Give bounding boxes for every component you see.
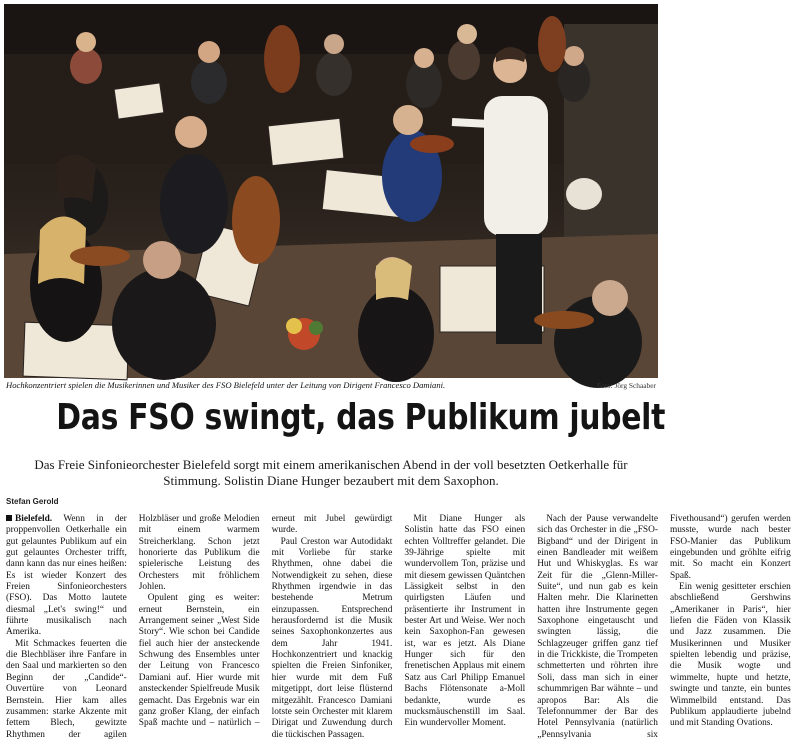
headline: Das FSO swingt, das Publikum jubelt xyxy=(56,397,666,438)
article-paragraph: Nach der Pause verwandelte sich das Orchester in die „FSO-Bigband“ und der Dirigent in einen Bandleader mit weißem Hut und Whiskyglas. Es war Zeit für die „Glenn-Miller-Suite“, und nun gab es kein Halten mehr. Die Klarinetten hatten ihre Instrumente gegen Saxophone eingetauscht und swingten lässig, die Schlagzeuger griffen ganz tief in die Trickkiste, die Trompeten schmetterten und röhrten ihre Soli, dass man sich in einer schummrigen Bar wähnte – und apropos Bar: Als die Telefonnummer der Bar des Hotel Pennsylvania (natürlich „Pennsylvania six Fivethousand“) gerufen werden musste, wurde nach bester FSO-Manier das Publikum eingebunden und gröhlte eifrig mit. So macht ein Konzert Spaß. xyxy=(537,514,791,740)
concert-photo xyxy=(4,4,658,378)
article-body xyxy=(6,514,791,752)
lead-square-icon xyxy=(6,515,12,521)
article-paragraph: Bielefeld. Wenn in der proppenvollen Oetkerhalle ein gut gelauntes Publikum auf ein gut gelauntes Orchester trifft, dann kann das nur eines heißen: Es ist wieder Konzert des Freien Sinfonieorchesters (FSO). Das Motto lautete diesmal „Let's swing!“ und führte musikalisch nach Amerika. xyxy=(6,514,127,638)
article-paragraph: Mit Diane Hunger als Solistin hatte das FSO einen echten Volltreffer gelandet. Die 39-Jährige spielte mit wundervollem Ton, präzise und mit diesem gewissen Quäntchen Lässigkeit selbst in den quirligsten Läufen und präsentierte ihr Instrument in bester Art und Weise. Wer noch kein Saxophon-Fan gewesen ist, war es jetzt. Als Diane Hunger sich für den frenetischen Applaus mit einem Satz aus Carl Philipp Emanuel Bachs Flötensonate a-Moll bedankte, wurde es mucksmäuschenstill im Saal. Ein wundervoller Moment. xyxy=(404,514,526,729)
article-paragraph: Mit Schmackes feuerten die die Blechbläser ihre Fanfare in den Saal und markierten so den Beginn der „Candide“-Ouvertüre von Leonard Bernstein. Hier kam alles zusammen: starke Akzente mit fettem Blech, gewitzte Rhythmen der agilen Holzbläser und große Melodien mit einem warmem Streicherklang. Schon jetzt honorierte das Publikum die spielerische Leistung des Orchesters mit fröhlichem Johlen. xyxy=(6,514,260,740)
photo-credit: Foto: Jörg Schaaber xyxy=(597,381,656,390)
article-paragraph: Opulent ging es weiter: erneut Bernstein, ein Arrangement seiner „West Side Story“. Wie schon bei Candide fiel auch hier der ansteckende Schwung des Ensembles unter der Leitung von Francesco Damiani auf. Hier wurde mit ansteckender Spielfreude Musik gemacht. Das Ergebnis war ein ganz großer Klang, der einfach Spaß machte und – natürlich – erneut mit Jubel gewürdigt wurde. xyxy=(138,514,393,729)
photo-caption: Hochkonzentriert spielen die Musikerinnen und Musiker des FSO Bielefeld unter der Leitung von Dirigent Francesco Damiani. xyxy=(6,380,446,390)
subheadline: Das Freie Sinfonieorchester Bielefeld sorgt mit einem amerikanischen Abend in der voll besetzten Oetkerhalle für Stimmung. Solistin Diane Hunger bezaubert mit dem Saxophon. xyxy=(34,457,628,488)
dateline: Bielefeld. xyxy=(15,514,53,524)
article-paragraph: Ein wenig gesitteter erschien abschließend Gershwins „Amerikaner in Paris“, hier liefen die Fäden von Klassik und Jazz zusammen. Die Musikerinnen und Musiker spielten lebendig und präzise, die Musik wogte und wimmelte, hupte und hetzte, swingte und tanzte, ein buntes Wimmelbild entstand. Das Publikum applaudierte jubelnd und mit Standing Ovations. xyxy=(669,582,791,729)
article-paragraph: Paul Creston war Autodidakt mit Vorliebe für starke Rhythmen, ohne dabei die Notwendigkeit zu sehen, diese Rhythmen irgendwie in das bestehende Metrum einzupassen. Entsprechend herausfordernd ist die Musik seines Saxophonkonzertes aus dem Jahr 1941. Hochkonzentriert und knackig spielten die Freien Sinfoniker, hier wurde mit dem Fuß mitgetippt, dort leise flüsternd mitgezählt. Francesco Damiani lotste sein Orchester mit klarem Dirigat und Zuwendung durch die tückischen Passagen. xyxy=(271,536,393,740)
byline: Stefan Gerold xyxy=(6,497,59,506)
